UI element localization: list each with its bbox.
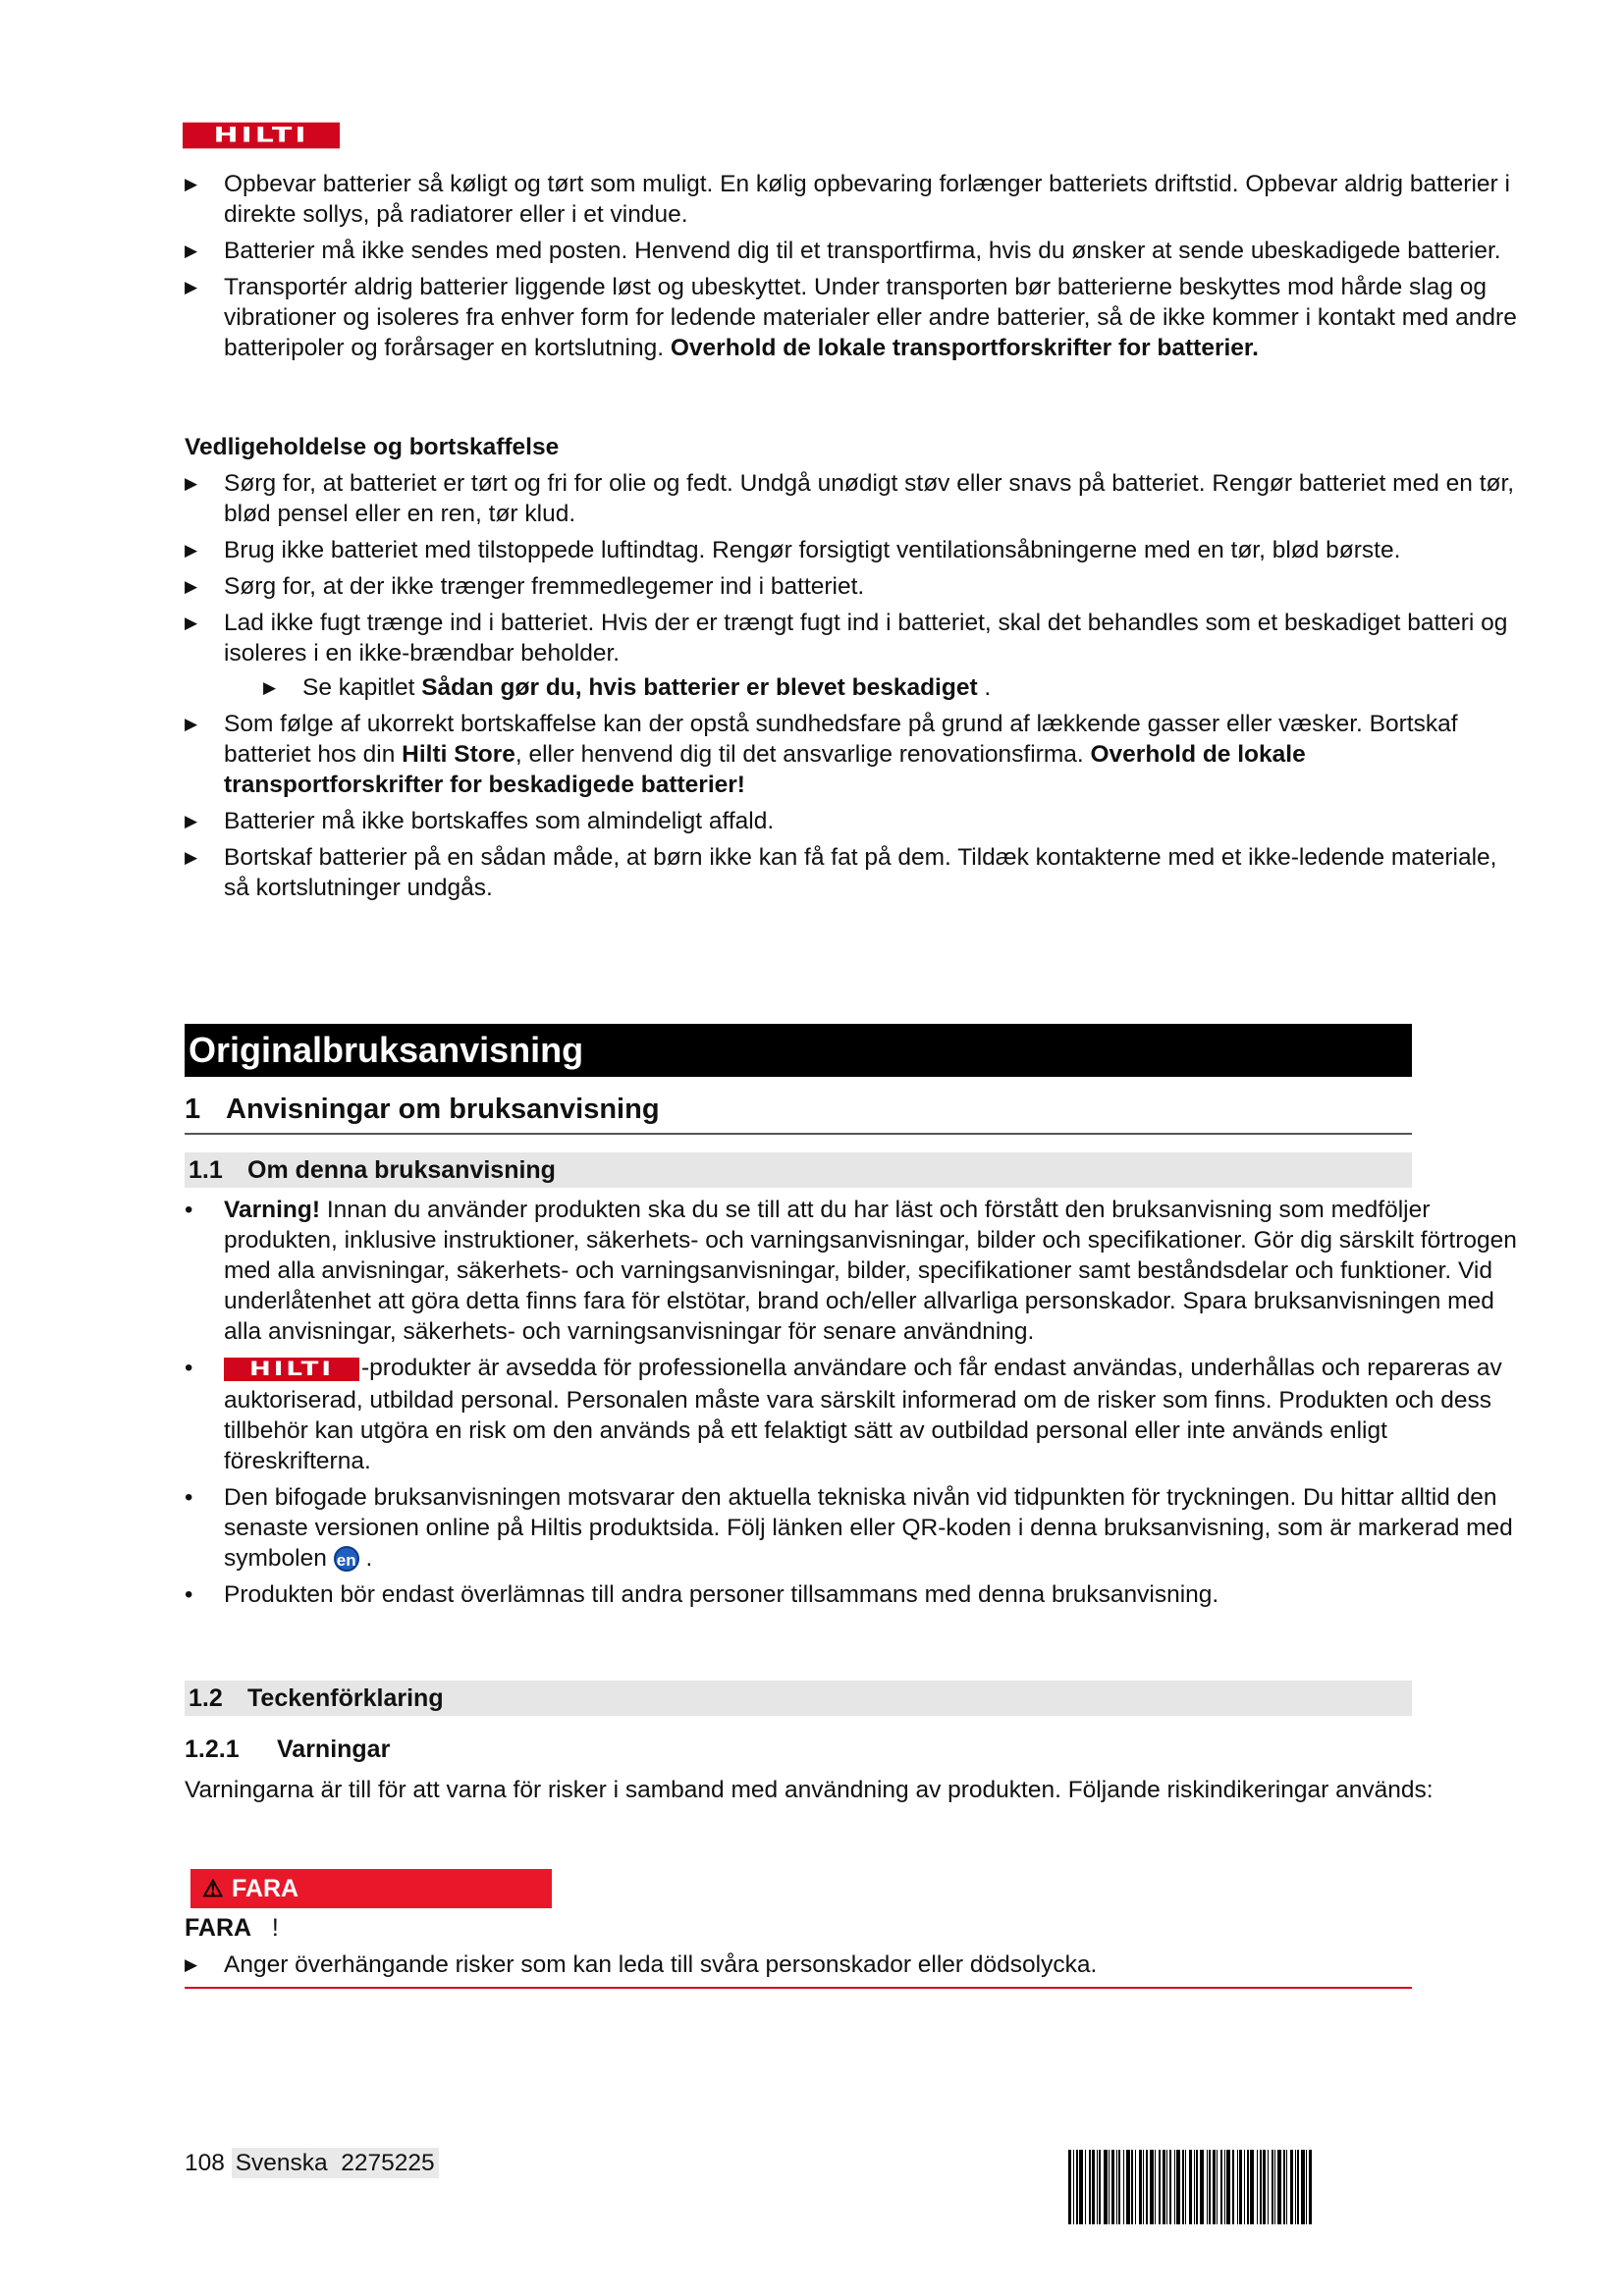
battery-storage-list	[185, 169, 1520, 363]
bullet-dot-icon: •	[185, 1483, 193, 1511]
arrow-bullet-icon: ▶	[185, 241, 198, 260]
arrow-bullet-icon: ▶	[185, 1955, 198, 1974]
danger-signal-word: FARA !	[185, 1914, 279, 1942]
arrow-bullet-icon: ▶	[185, 474, 198, 493]
sub-list	[263, 672, 1520, 703]
danger-label-bar: ⚠ FARA	[190, 1869, 552, 1908]
hilti-inline-logo: HILTI	[224, 1358, 359, 1381]
maintenance-heading: Vedligeholdelse og bortskaffelse	[185, 434, 560, 460]
section-heading-1-1: 1.1 Om denna bruksanvisning	[185, 1152, 1412, 1188]
transport-rule-bold: Overhold de lokale transportforskrifter for batterier.	[670, 335, 1259, 361]
list-item: ▶ Sørg for, at batteriet er tørt og fri for olie og fedt. Undgå unødigt støv eller snavs på batteriet. Rengør batteriet med en tør, blød pensel eller en ren, tør klud.	[185, 470, 1515, 527]
barcode	[1068, 2150, 1406, 2224]
arrow-bullet-icon: ▶	[185, 278, 198, 296]
list-item: ▶ Som følge af ukorrekt bortskaffelse kan der opstå sundhedsfare på grund af lækkende gasser eller væsker. Bortskaf batteriet hos din Hilti Store, eller henvend dig til det ansvarlige renovationsfirma. Overhold de lokale transportforskrifter for beskadigede batterier!	[185, 711, 1458, 798]
page-footer	[185, 2150, 439, 2177]
warning-triangle-icon: ⚠	[202, 1876, 224, 1902]
page-number: 108	[185, 2150, 225, 2176]
list-item: ▶ Batterier må ikke bortskaffes som almindeligt affald.	[185, 808, 775, 834]
arrow-bullet-icon: ▶	[263, 678, 277, 697]
chapter-reference: Sådan gør du, hvis batterier er blevet beskadiget	[421, 674, 978, 701]
arrow-bullet-icon: ▶	[185, 848, 198, 867]
maintenance-list	[185, 468, 1520, 903]
list-item: ▶ Batterier må ikke sendes med posten. Henvend dig til et transportfirma, hvis du ønsker at sende ubeskadigede batterier.	[185, 238, 1501, 264]
battery-storage-list-block	[185, 169, 1520, 369]
subsection-heading-1-2-1: 1.2.1 Varningar	[185, 1735, 391, 1763]
list-item: • Den bifogade bruksanvisningen motsvarar den aktuella tekniska nivån vid tidpunkten för tryckningen. Du hittar alltid den senaste versionen online på Hiltis produktsida. Följ länken eller QR-koden i denna bruksanvisning, som är markerad med symbolen en .	[185, 1483, 1513, 1572]
list-item: ▶ Se kapitlet Sådan gør du, hvis batterier er blevet beskadiget .	[263, 674, 992, 701]
list-item: ▶ Brug ikke batteriet med tilstoppede luftindtag. Rengør forsigtigt ventilationsåbningerne med en tør, blød børste.	[185, 537, 1401, 563]
danger-list	[185, 1949, 1412, 1981]
danger-description	[185, 1949, 1412, 1989]
list-item: ▶ Opbevar batterier så køligt og tørt som muligt. En kølig opbevaring forlænger batteriets driftstid. Opbevar aldrig batterier i direkte sollys, på radiatorer eller i et vindue.	[185, 171, 1510, 228]
arrow-bullet-icon: ▶	[185, 175, 198, 193]
arrow-bullet-icon: ▶	[185, 614, 198, 632]
list-item: ▶ Bortskaf batterier på en sådan måde, at børn ikke kan få fat på dem. Tildæk kontakterne med et ikke-ledende materiale, så kortslutninger undgås.	[185, 844, 1497, 901]
list-item: ▶ Transportér aldrig batterier liggende løst og ubeskyttet. Under transporten bør batterierne beskyttes mod hårde slag og vibrationer og isoleres fra enhver form for ledende materialer eller andre batterier, så de ikke kommer i kontakt med andre batteripoler og forårsager en kortslutning. Overhold de lokale transportforskrifter for batterier.	[185, 274, 1517, 361]
list-item: • Varning! Innan du använder produkten ska du se till att du har läst och förstått den bruksanvisning som medföljer produkten, inklusive instruktioner, säkerhets- och varningsanvisningar, bilder och specifikationer. Gör dig särskilt förtrogen med alla anvisningar, säkerhets- och varningsanvisningar, bilder, specifikationer samt beståndsdelar och funktioner. Vid underlåtenhet att göra detta finns fara för elstötar, brand och/eller allvarliga personskador. Spara bruksanvisningen med alla anvisningar, säkerhets- och varningsanvisningar för senare användning.	[185, 1197, 1517, 1345]
about-manual-list	[185, 1195, 1522, 1610]
arrow-bullet-icon: ▶	[185, 541, 198, 560]
online-manual-symbol-icon: en	[334, 1546, 359, 1572]
arrow-bullet-icon: ▶	[185, 577, 198, 596]
arrow-bullet-icon: ▶	[185, 715, 198, 733]
hilti-logo: HILTI	[183, 123, 340, 149]
bullet-dot-icon: •	[185, 1355, 193, 1381]
maintenance-section	[185, 432, 1520, 909]
section-banner: Originalbruksanvisning	[185, 1024, 1412, 1077]
section-heading-1-2: 1.2 Teckenförklaring	[185, 1681, 1412, 1716]
bullet-dot-icon: •	[185, 1580, 193, 1608]
list-item: • Produkten bör endast överlämnas till andra personer tillsammans med denna bruksanvisning.	[185, 1580, 1219, 1608]
list-item: ▶ Lad ikke fugt trænge ind i batteriet. Hvis der er trængt fugt ind i batteriet, skal det behandles som et beskadiget batteri og isoleres i en ikke-brændbar beholder. ▶ Se kapitlet Sådan gør du, hvis batterier er blevet beskadiget .	[185, 608, 1520, 703]
arrow-bullet-icon: ▶	[185, 812, 198, 830]
chapter-heading: 1 Anvisningar om bruksanvisning	[185, 1090, 1412, 1135]
footer-language: Svenska 2275225	[232, 2148, 439, 2178]
list-item: • HILTI -produkter är avsedda för professionella användare och får endast användas, underhållas och repareras av auktoriserad, utbildad personal. Personalen måste vara särskilt informerad om de risker som finns. Produkten och dess tillbehör kan utgöra en risk om den används på ett felaktigt sätt av outbildad personal eller inte används enligt föreskrifterna.	[185, 1355, 1502, 1474]
list-item: ▶ Anger överhängande risker som kan leda till svåra personskador eller dödsolycka.	[185, 1949, 1412, 1981]
bullet-dot-icon: •	[185, 1197, 193, 1223]
warnings-intro: Varningarna är till för att varna för risker i samband med användning av produkten. Följande riskindikeringar används:	[185, 1777, 1434, 1803]
list-item: ▶ Sørg for, at der ikke trænger fremmedlegemer ind i batteriet.	[185, 573, 865, 600]
about-manual-section	[185, 1195, 1522, 1616]
